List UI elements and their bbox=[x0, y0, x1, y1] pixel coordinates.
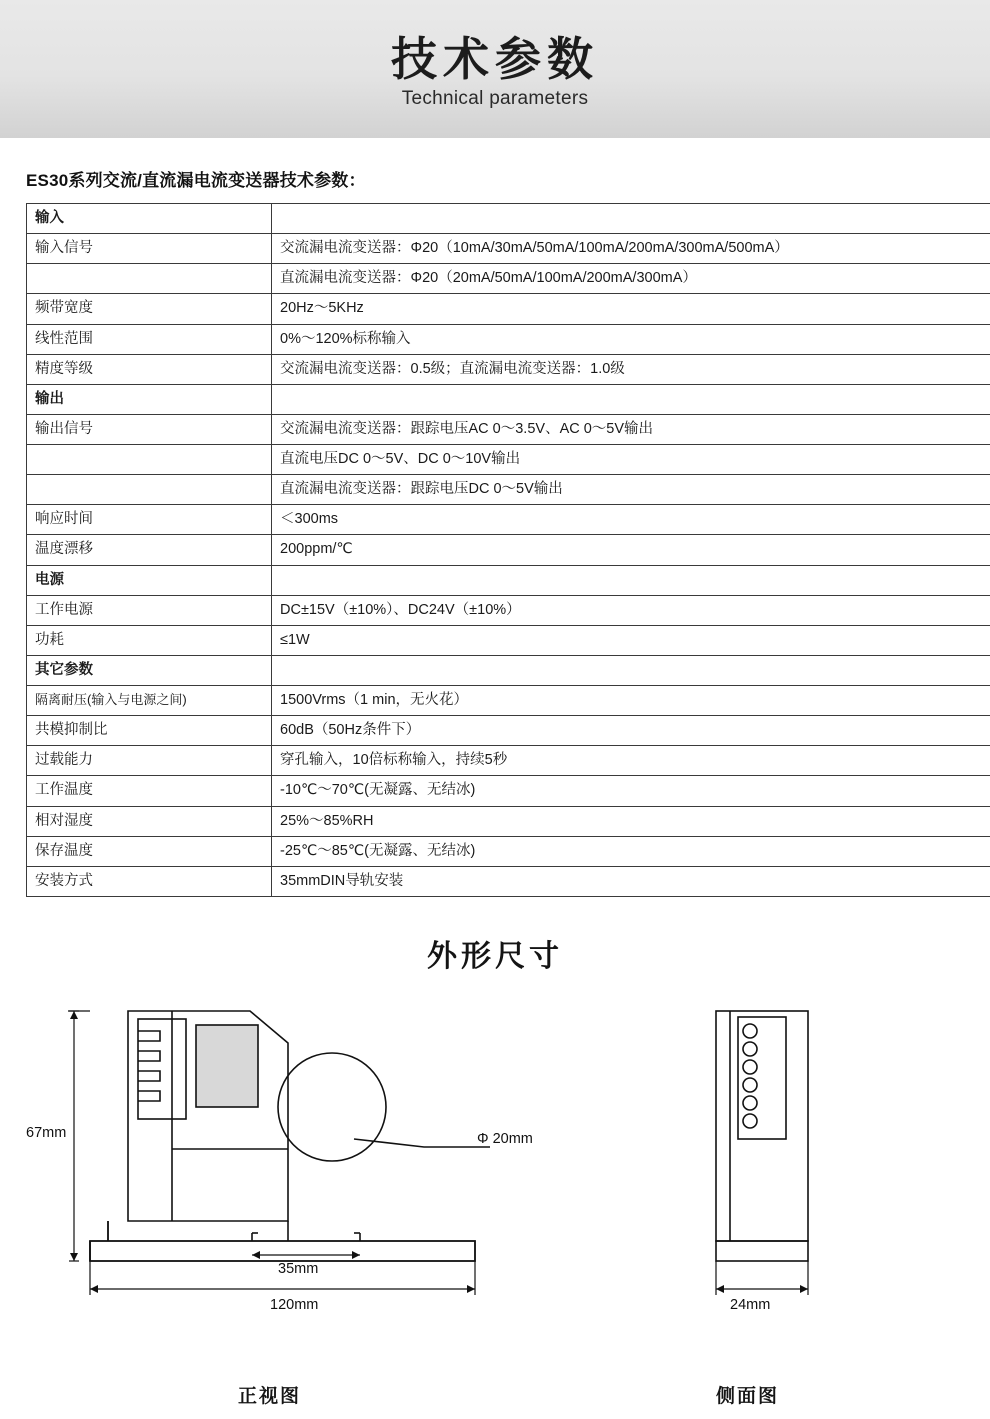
spec-value: 25%～85%RH bbox=[272, 806, 990, 836]
spec-key: 响应时间 bbox=[27, 505, 272, 535]
dimensions-heading: 外形尺寸 bbox=[0, 931, 990, 975]
page-banner bbox=[0, 0, 990, 138]
spec-value: ＜300ms bbox=[272, 505, 990, 535]
table-row bbox=[27, 445, 990, 475]
spec-key: 隔离耐压(输入与电源之间) bbox=[27, 686, 272, 716]
spec-value: -25℃～85℃(无凝露、无结冰) bbox=[272, 836, 990, 866]
table-row bbox=[27, 866, 990, 896]
table-row bbox=[27, 505, 990, 535]
side-view-caption: 侧面图 bbox=[716, 1381, 779, 1408]
spec-value bbox=[272, 655, 990, 685]
table-row bbox=[27, 655, 990, 685]
spec-value: 1500Vrms（1 min，无火花） bbox=[272, 686, 990, 716]
spec-key: 相对湿度 bbox=[27, 806, 272, 836]
table-row bbox=[27, 806, 990, 836]
spec-value: 直流漏电流变送器：跟踪电压DC 0～5V输出 bbox=[272, 475, 990, 505]
spec-key: 输出 bbox=[27, 384, 272, 414]
front-view-caption: 正视图 bbox=[238, 1381, 301, 1408]
spec-key bbox=[27, 475, 272, 505]
spec-key: 输入信号 bbox=[27, 234, 272, 264]
spec-value: 交流漏电流变送器：0.5级；直流漏电流变送器：1.0级 bbox=[272, 354, 990, 384]
dimension-drawings bbox=[0, 989, 990, 1419]
banner-subtitle: Technical parameters bbox=[402, 88, 589, 110]
section-heading: ES30系列交流/直流漏电流变送器技术参数： bbox=[26, 166, 990, 191]
spec-value: 交流漏电流变送器：跟踪电压AC 0～3.5V、AC 0～5V输出 bbox=[272, 414, 990, 444]
spec-value: 穿孔输入，10倍标称输入，持续5秒 bbox=[272, 746, 990, 776]
banner-title: 技术参数 bbox=[391, 34, 599, 85]
spec-key: 安装方式 bbox=[27, 866, 272, 896]
side-width-label: 24mm bbox=[730, 1297, 770, 1313]
side-view-drawing bbox=[660, 989, 880, 1379]
spec-key: 共模抑制比 bbox=[27, 716, 272, 746]
spec-key: 功耗 bbox=[27, 625, 272, 655]
table-row bbox=[27, 354, 990, 384]
spec-key bbox=[27, 264, 272, 294]
spec-value: 35mmDIN导轨安装 bbox=[272, 866, 990, 896]
front-rail-label: 35mm bbox=[278, 1261, 318, 1277]
spec-table bbox=[26, 203, 990, 897]
spec-key: 工作电源 bbox=[27, 595, 272, 625]
spec-value: 60dB（50Hz条件下） bbox=[272, 716, 990, 746]
spec-value: 直流电压DC 0～5V、DC 0～10V输出 bbox=[272, 445, 990, 475]
front-height-label: 67mm bbox=[26, 1125, 66, 1141]
spec-key: 温度漂移 bbox=[27, 535, 272, 565]
spec-value: 20Hz～5KHz bbox=[272, 294, 990, 324]
table-row bbox=[27, 836, 990, 866]
table-row bbox=[27, 264, 990, 294]
table-row bbox=[27, 294, 990, 324]
table-row bbox=[27, 234, 990, 264]
table-row bbox=[27, 776, 990, 806]
table-row bbox=[27, 475, 990, 505]
spec-key: 其它参数 bbox=[27, 655, 272, 685]
spec-key: 保存温度 bbox=[27, 836, 272, 866]
table-row bbox=[27, 686, 990, 716]
front-view-drawing bbox=[20, 989, 580, 1379]
table-row bbox=[27, 414, 990, 444]
spec-key: 过载能力 bbox=[27, 746, 272, 776]
spec-value bbox=[272, 384, 990, 414]
spec-value bbox=[272, 204, 990, 234]
table-row bbox=[27, 625, 990, 655]
spec-key: 频带宽度 bbox=[27, 294, 272, 324]
front-width-label: 120mm bbox=[270, 1297, 318, 1313]
table-row bbox=[27, 204, 990, 234]
table-row bbox=[27, 716, 990, 746]
table-row bbox=[27, 565, 990, 595]
table-row bbox=[27, 746, 990, 776]
spec-value: 交流漏电流变送器：Φ20（10mA/30mA/50mA/100mA/200mA/300mA/500mA） bbox=[272, 234, 990, 264]
spec-key: 输入 bbox=[27, 204, 272, 234]
spec-value: -10℃～70℃(无凝露、无结冰) bbox=[272, 776, 990, 806]
spec-key: 电源 bbox=[27, 565, 272, 595]
spec-key: 精度等级 bbox=[27, 354, 272, 384]
spec-value: 直流漏电流变送器：Φ20（20mA/50mA/100mA/200mA/300mA） bbox=[272, 264, 990, 294]
spec-value bbox=[272, 565, 990, 595]
spec-value: DC±15V（±10%）、DC24V（±10%） bbox=[272, 595, 990, 625]
spec-key: 线性范围 bbox=[27, 324, 272, 354]
table-row bbox=[27, 595, 990, 625]
spec-value: ≤1W bbox=[272, 625, 990, 655]
table-row bbox=[27, 324, 990, 354]
table-row bbox=[27, 535, 990, 565]
front-hole-label: Φ 20mm bbox=[477, 1131, 533, 1147]
spec-value: 0%～120%标称输入 bbox=[272, 324, 990, 354]
spec-table-wrapper bbox=[26, 203, 964, 897]
table-row bbox=[27, 384, 990, 414]
spec-key bbox=[27, 445, 272, 475]
spec-value: 200ppm/℃ bbox=[272, 535, 990, 565]
spec-key: 输出信号 bbox=[27, 414, 272, 444]
spec-key: 工作温度 bbox=[27, 776, 272, 806]
